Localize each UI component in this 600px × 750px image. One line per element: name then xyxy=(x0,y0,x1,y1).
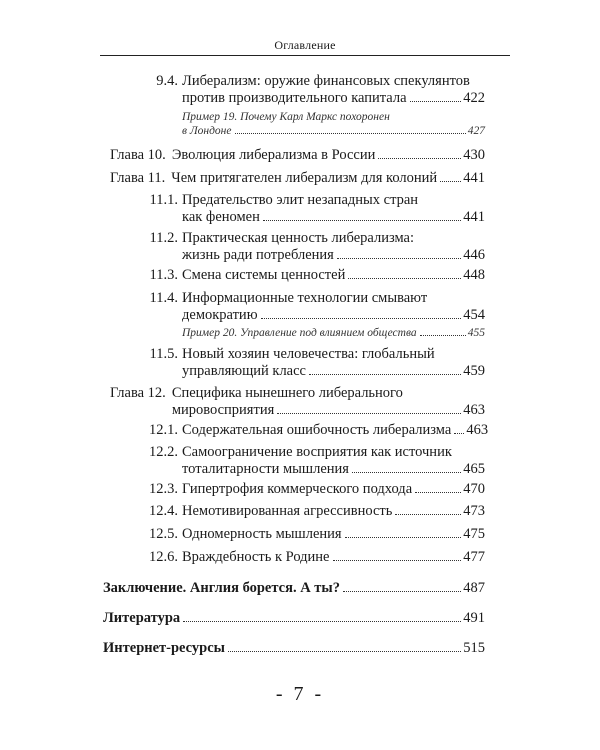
toc-entry-11-3[interactable] xyxy=(110,267,485,284)
example-title: Пример 20. Управление под влиянием общества xyxy=(182,327,417,339)
page-ref: 491 xyxy=(463,610,485,626)
page-ref: 459 xyxy=(463,363,485,379)
entry-number: 12.2. xyxy=(149,444,178,460)
page-ref: 454 xyxy=(463,307,485,323)
toc-internet-resources[interactable] xyxy=(103,640,485,657)
dot-leader xyxy=(440,181,461,182)
entry-number: 12.3. xyxy=(149,481,178,497)
entry-title: Новый хозяин человечества: глобальный xyxy=(182,346,435,362)
chapter-number: Глава 12. xyxy=(110,385,166,401)
toc-entry-11-2[interactable] xyxy=(110,230,485,264)
entry-title-cont: демократию xyxy=(182,307,258,323)
chapter-number: Глава 10. xyxy=(110,147,166,163)
page-ref: 441 xyxy=(463,170,485,186)
entry-title: Смена системы ценностей xyxy=(182,267,346,283)
chapter-title: Эволюция либерализма в России xyxy=(171,147,376,163)
entry-title: Враждебность к Родине xyxy=(182,549,330,565)
entry-title: Информационные технологии смывают xyxy=(182,290,428,306)
entry-title: Самоограничение восприятия как источник xyxy=(182,444,452,460)
toc-entry-12-6[interactable] xyxy=(110,549,485,566)
entry-number: 11.2. xyxy=(149,230,178,246)
dot-leader xyxy=(309,374,461,375)
toc-chapter-10[interactable] xyxy=(110,147,485,164)
entry-number: 11.1. xyxy=(149,192,178,208)
toc-chapter-11[interactable] xyxy=(110,170,485,187)
page-ref: 475 xyxy=(463,526,485,542)
entry-number: 12.1. xyxy=(149,422,178,438)
entry-title: Предательство элит незападных стран xyxy=(182,192,419,208)
chapter-number: Глава 11. xyxy=(110,170,166,186)
dot-leader xyxy=(235,133,466,134)
dot-leader xyxy=(228,651,461,652)
page-ref: 455 xyxy=(467,327,485,339)
toc-entry-9-4[interactable] xyxy=(110,73,485,107)
entry-number: 11.5. xyxy=(149,346,178,362)
entry-title-cont: тоталитарности мышления xyxy=(182,461,349,477)
dot-leader xyxy=(420,335,466,336)
toc-entry-11-5[interactable] xyxy=(110,346,485,380)
toc-entry-12-2[interactable] xyxy=(110,444,485,478)
toc-entry-11-1[interactable] xyxy=(110,192,485,226)
section-title: Интернет-ресурсы xyxy=(103,640,225,656)
page-ref: 422 xyxy=(463,90,485,106)
entry-number: 12.4. xyxy=(149,503,178,519)
page-ref: 465 xyxy=(463,461,485,477)
dot-leader xyxy=(261,318,462,319)
entry-number: 9.4. xyxy=(156,73,178,89)
dot-leader xyxy=(395,514,461,515)
dot-leader xyxy=(277,413,461,414)
page-ref: 446 xyxy=(463,247,485,263)
toc-entry-12-1[interactable] xyxy=(110,422,489,439)
example-title: Пример 19. Почему Карл Маркс похоронен xyxy=(182,111,390,123)
dot-leader xyxy=(378,158,461,159)
page-ref: 448 xyxy=(463,267,485,283)
running-header: Оглавление xyxy=(274,38,336,52)
dot-leader xyxy=(415,492,461,493)
dot-leader xyxy=(348,278,461,279)
entry-title: Немотивированная агрессивность xyxy=(182,503,393,519)
page-ref: 470 xyxy=(463,481,485,497)
chapter-title-cont: мировосприятия xyxy=(171,402,275,418)
dot-leader xyxy=(352,472,461,473)
entry-title: Одномерность мышления xyxy=(182,526,342,542)
dot-leader xyxy=(263,220,461,221)
dot-leader xyxy=(343,591,461,592)
example-title-cont: в Лондоне xyxy=(182,125,232,137)
page-ref: 463 xyxy=(463,402,485,418)
page-ref: 430 xyxy=(463,147,485,163)
dot-leader xyxy=(410,101,462,102)
entry-number: 11.4. xyxy=(149,290,178,306)
toc-conclusion[interactable] xyxy=(103,580,485,597)
toc-chapter-12[interactable] xyxy=(110,385,485,419)
entry-title-cont: жизнь ради потребления xyxy=(182,247,334,263)
entry-number: 11.3. xyxy=(149,267,178,283)
page-ref: 477 xyxy=(463,549,485,565)
page-ref: 463 xyxy=(466,422,489,438)
section-title: Заключение. Англия борется. А ты? xyxy=(103,580,340,596)
page-ref: 427 xyxy=(467,125,485,137)
chapter-title: Чем притягателен либерализм для колоний xyxy=(171,170,438,186)
entry-title: Практическая ценность либерализма: xyxy=(182,230,415,246)
section-title: Литература xyxy=(103,610,181,626)
entry-title-cont: управляющий класс xyxy=(182,363,306,379)
dot-leader xyxy=(333,560,462,561)
dot-leader xyxy=(345,537,462,538)
dot-leader xyxy=(183,621,461,622)
entry-title: Содержательная ошибочность либерализма xyxy=(182,422,452,438)
entry-title: Гипертрофия коммерческого подхода xyxy=(182,481,413,497)
toc-entry-12-5[interactable] xyxy=(110,526,485,543)
toc-entry-12-3[interactable] xyxy=(110,481,485,498)
page-ref: 473 xyxy=(463,503,485,519)
toc-example-19[interactable] xyxy=(110,110,485,138)
entry-title-cont: против производительного капитала xyxy=(182,90,407,106)
toc-example-20[interactable] xyxy=(110,326,485,340)
toc-entry-11-4[interactable] xyxy=(110,290,485,324)
page-ref: 487 xyxy=(463,580,485,596)
toc-entry-12-4[interactable] xyxy=(110,503,485,520)
entry-title: Либерализм: оружие финансовых спекулянтов xyxy=(182,73,470,89)
dot-leader xyxy=(337,258,461,259)
dot-leader xyxy=(454,433,464,434)
toc-literature[interactable] xyxy=(103,610,485,627)
entry-number: 12.6. xyxy=(149,549,178,565)
page-ref: 515 xyxy=(463,640,485,656)
page-ref: 441 xyxy=(463,209,485,225)
entry-title-cont: как феномен xyxy=(182,209,260,225)
page-number: - 7 - xyxy=(275,683,325,705)
chapter-title: Специфика нынешнего либерального xyxy=(171,385,403,401)
entry-number: 12.5. xyxy=(149,526,178,542)
